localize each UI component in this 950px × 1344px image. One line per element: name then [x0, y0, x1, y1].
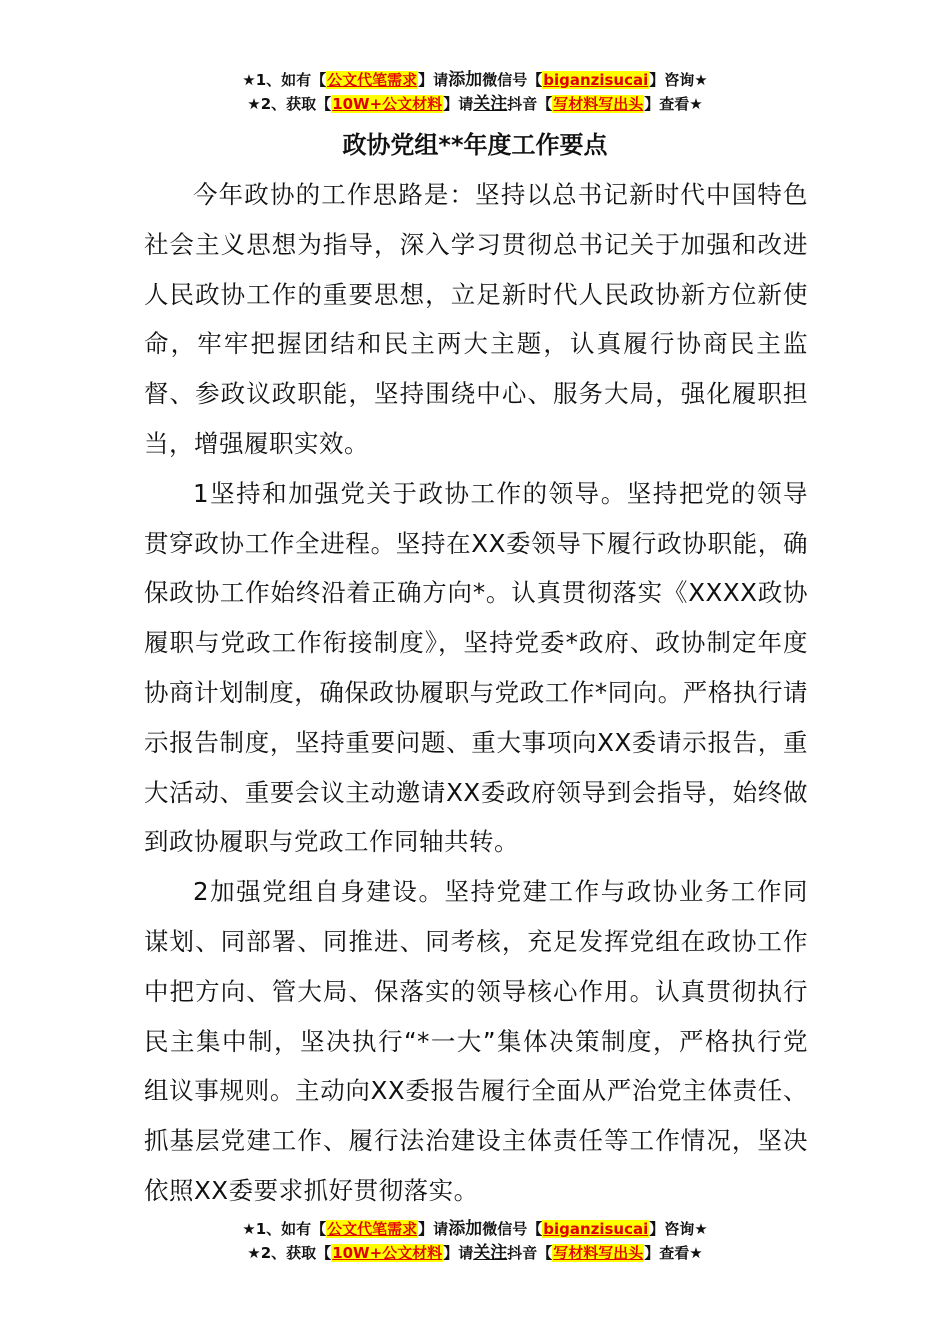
footer-ad-line-1-highlight-2: biganzisucai	[543, 1220, 649, 1238]
footer-ad-line-2	[0, 1241, 950, 1265]
document-body	[144, 170, 808, 1216]
footer-ad-line-2-suffix: 】查看★	[644, 1244, 703, 1262]
footer-ad-line-1-middle-1: 】请	[418, 1220, 449, 1238]
ad-line-2-suffix: 】查看★	[644, 95, 703, 113]
footer-ad-line-1-middle-2: 微信号【	[482, 1220, 543, 1238]
paragraph-section-1: 1坚持和加强党关于政协工作的领导。坚持把党的领导贯穿政协工作全进程。坚持在XX委领导下履行政协职能，确保政协工作始终沿着正确方向*。认真贯彻落实《XXXX政协履职与党政工作衔接制度》，坚持党委*政府、政协制定年度协商计划制度，确保政协履职与党政工作*同向。严格执行请示报告制度，坚持重要问题、重大事项向XX委请示报告，重大活动、重要会议主动邀请XX委政府领导到会指导，始终做到政协履职与党政工作同轴共转。	[144, 478, 808, 857]
footer-ad-line-1-emphasis: 添加	[448, 1219, 483, 1239]
footer-ad-line-2-highlight-2: 写材料写出头	[553, 1244, 644, 1262]
ad-line-1	[0, 68, 950, 92]
ad-line-2-emphasis: 关注	[473, 94, 508, 114]
ad-line-1-middle-2: 微信号【	[482, 71, 543, 89]
footer-ad-line-2-middle-2: 抖音【	[507, 1244, 553, 1262]
ad-line-1-suffix: 】咨询★	[649, 71, 708, 89]
footer-ad-line-2-highlight-1: 10W+公文材料	[332, 1244, 443, 1262]
footer-ad-line-1-prefix: ★1、如有【	[242, 1220, 327, 1238]
ad-line-1-prefix: ★1、如有【	[242, 71, 327, 89]
ad-line-2	[0, 92, 950, 116]
paragraph-section-2: 2加强党组自身建设。坚持党建工作与政协业务工作同谋划、同部署、同推进、同考核，充足发挥党组在政协工作中把方向、管大局、保落实的领导核心作用。认真贯彻执行民主集中制，坚决执行“*一大”集体决策制度，严格执行党组议事规则。主动向XX委报告履行全面从严治党主体责任、抓基层党建工作、履行法治建设主体责任等工作情况，坚决依照XX委要求抓好贯彻落实。	[144, 877, 808, 1205]
footer-ad-line-2-emphasis: 关注	[473, 1243, 508, 1263]
paragraph-intro: 今年政协的工作思路是：坚持以总书记新时代中国特色社会主义思想为指导，深入学习贯彻总书记关于加强和改进人民政协工作的重要思想，立足新时代人民政协新方位新使命，牢牢把握团结和民主两大主题，认真履行协商民主监督、参政议政职能，坚持围绕中心、服务大局，强化履职担当，增强履职实效。	[144, 180, 808, 458]
ad-line-1-highlight-1: 公文代笔需求	[327, 71, 418, 89]
footer-ad-line-2-prefix: ★2、获取【	[247, 1244, 332, 1262]
document-title: 政协党组**年度工作要点	[342, 131, 608, 159]
header-ad-banner	[0, 68, 950, 116]
footer-ad-line-1	[0, 1217, 950, 1241]
ad-line-1-middle-1: 】请	[418, 71, 449, 89]
ad-line-2-middle-1: 】请	[443, 95, 474, 113]
ad-line-1-emphasis: 添加	[448, 70, 483, 90]
footer-ad-line-1-suffix: 】咨询★	[649, 1220, 708, 1238]
ad-line-2-highlight-2: 写材料写出头	[553, 95, 644, 113]
ad-line-2-highlight-1: 10W+公文材料	[332, 95, 443, 113]
footer-ad-line-1-highlight-1: 公文代笔需求	[327, 1220, 418, 1238]
footer-ad-line-2-middle-1: 】请	[443, 1244, 474, 1262]
ad-line-1-highlight-2: biganzisucai	[543, 71, 649, 89]
ad-line-2-prefix: ★2、获取【	[247, 95, 332, 113]
footer-ad-banner	[0, 1217, 950, 1265]
ad-line-2-middle-2: 抖音【	[507, 95, 553, 113]
